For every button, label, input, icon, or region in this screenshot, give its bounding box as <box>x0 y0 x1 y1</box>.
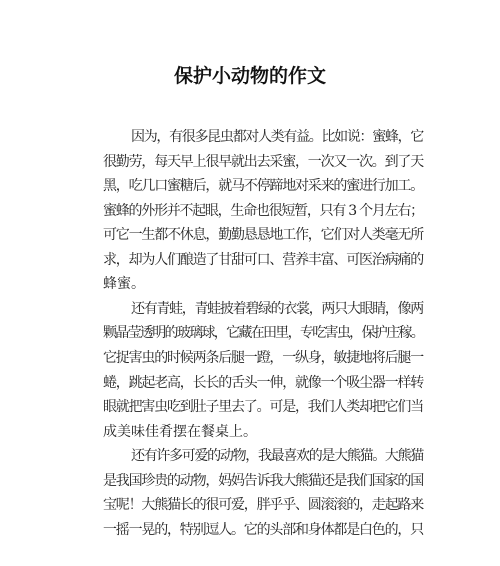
text-line: 还有许多可爱的动物，我最喜欢的是大熊猫。大熊猫 <box>131 448 423 464</box>
text-line: 可它一生都不休息，勤勤恳恳地工作，它们对人类毫无所 <box>103 227 423 243</box>
text-line: 宝呢！大熊猫长的很可爱，胖乎乎、圆滚滚的，走起路来 <box>103 497 423 513</box>
text-line: 蜂蜜。 <box>103 276 145 292</box>
text-line: 还有青蛙，青蛙披着碧绿的衣裳，两只大眼睛，像两 <box>131 301 423 317</box>
text-line: 因为，有很多昆虫都对人类有益。比如说：蜜蜂，它 <box>131 129 423 145</box>
text-line: 求，却为人们酿造了甘甜可口、营养丰富、可医治病痛的 <box>103 252 423 268</box>
text-line: 它捉害虫的时候两条后腿一蹬，一纵身，敏捷地将后腿一 <box>103 350 423 366</box>
text-line: 一摇一晃的，特别逗人。它的头部和身体都是白色的，只 <box>103 522 423 538</box>
essay-title: 保护小动物的作文 <box>173 65 326 87</box>
text-line: 蜷，跳起老高，长长的舌头一伸，就像一个吸尘器一样转 <box>103 375 423 391</box>
text-line: 眼就把害虫吃到肚子里去了。可是，我们人类却把它们当 <box>103 399 423 415</box>
text-line: 颗晶莹透明的玻璃球，它藏在田里，专吃害虫，保护庄稼。 <box>103 325 423 341</box>
text-line: 很勤劳，每天早上很早就出去采蜜，一次又一次。到了天 <box>103 154 423 170</box>
text-line: 是我国珍贵的动物，妈妈告诉我大熊猫还是我们国家的国 <box>103 473 423 489</box>
text-line: 黑，吃几口蜜糖后，就马不停蹄地对采来的蜜进行加工。 <box>103 178 423 194</box>
text-line: 成美味佳肴摆在餐桌上。 <box>103 424 257 440</box>
text-line: 蜜蜂的外形并不起眼，生命也很短暂，只有 3 个月左右； <box>103 203 423 219</box>
